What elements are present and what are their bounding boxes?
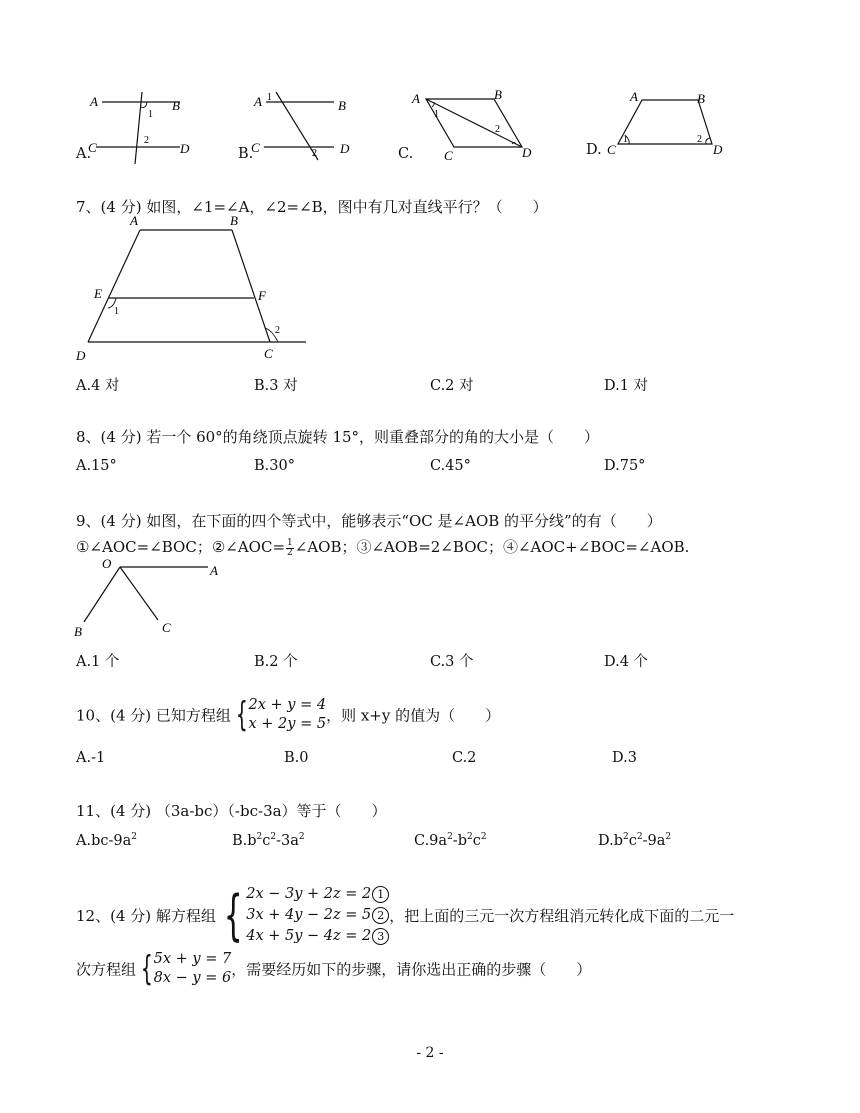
q6b-angle-1: 1 <box>267 92 272 103</box>
page-number: - 2 - <box>416 1045 444 1061</box>
q12-eq2: 3x + 4y − 2z = 5 <box>246 907 372 923</box>
q6d-label-B: B <box>697 91 705 106</box>
q9-label-C: C <box>162 620 171 635</box>
q6d-label-D: D <box>713 142 723 157</box>
q6c-label-A: A <box>412 91 420 106</box>
q12-line2-suffix: ，需要经历如下的步骤，请你选出正确的步骤（ ） <box>231 960 592 979</box>
q6b-label-B: B <box>338 98 346 113</box>
q6-figure-d <box>600 86 740 162</box>
q9-label-B: B <box>74 624 82 639</box>
q7-option-c[interactable]: C.2 对 <box>430 378 474 394</box>
q12-suffix: ，把上面的三元一次方程组消元转化成下面的二元一 <box>389 907 735 925</box>
q12-s2: 8x − y = 6 <box>153 970 232 986</box>
q6b-angle-2: 2 <box>312 148 317 159</box>
q9-option-d[interactable]: D.4 个 <box>604 654 649 670</box>
q7-option-b[interactable]: B.3 对 <box>254 378 298 394</box>
q6d-angle-2: 2 <box>697 134 702 145</box>
q7-label-E: E <box>94 286 102 301</box>
q12-system2 <box>154 950 232 988</box>
q6-option-a-prefix: A. <box>76 146 92 162</box>
q6a-label-D: D <box>180 141 190 156</box>
q11-option-d[interactable]: $D.b^2c^2-9a^2$ <box>598 832 672 849</box>
q6-option-d-prefix: D. <box>586 142 602 158</box>
q7-label-F: F <box>258 288 266 303</box>
q6a-label-A: A <box>90 94 98 109</box>
q6b-label-A: A <box>254 94 262 109</box>
q8-option-c[interactable]: C.45° <box>430 458 471 474</box>
q6c-label-B: B <box>494 87 502 102</box>
q6c-angle-2: 2 <box>495 124 500 135</box>
q11-option-c[interactable]: $C.9a^2-b^2c^2$ <box>414 832 487 849</box>
q10-eq2: x + 2y = 5 <box>248 716 327 732</box>
q6-figure-b <box>236 88 366 164</box>
q10-suffix: ，则 x+y 的值为（ ） <box>326 706 501 725</box>
q10-option-b[interactable]: B.0 <box>284 750 309 766</box>
q9-fraction: $\frac{1}{2}$ <box>287 537 293 558</box>
q10-prefix: 10、(4 分) 已知方程组 <box>76 706 231 725</box>
q11-option-a[interactable]: $A.bc-9a^2$ <box>76 832 137 849</box>
q10-eq1: 2x + y = 4 <box>248 697 327 713</box>
q12-stem-line2 <box>76 950 591 988</box>
q8-option-b[interactable]: B.30° <box>254 458 295 474</box>
q12-prefix: 12、(4 分) 解方程组 <box>76 907 216 925</box>
q7-option-d[interactable]: D.1 对 <box>604 378 649 394</box>
q7-label-D: D <box>76 348 86 363</box>
q12-eq1: 2x − 3y + 2z = 2 <box>246 886 372 902</box>
q8-option-a[interactable]: A.15° <box>76 458 117 474</box>
q6a-angle-1: 1 <box>148 109 153 120</box>
q7-figure <box>72 212 312 364</box>
q6d-angle-1: 1 <box>623 134 628 145</box>
q12-circle-2: 2 <box>372 907 389 924</box>
q6-option-b-prefix: B. <box>238 146 254 162</box>
q7-angle-1: 1 <box>114 306 119 317</box>
q9-option-c[interactable]: C.3 个 <box>430 654 474 670</box>
q6d-label-C: C <box>607 142 616 157</box>
q7-label-C: C <box>264 346 273 361</box>
q12-circle-1: 1 <box>372 886 389 903</box>
q6b-label-C: C <box>251 140 260 155</box>
q6b-label-D: D <box>340 141 350 156</box>
q9-option-a[interactable]: A.1 个 <box>76 654 120 670</box>
q8-option-d[interactable]: D.75° <box>604 458 646 474</box>
q12-brace: { <box>223 883 243 947</box>
q7-option-a[interactable]: A.4 对 <box>76 378 120 394</box>
q9-eq-part2: ∠AOB；③∠AOB=2∠BOC；④∠AOC+∠BOC=∠AOB. <box>294 538 690 556</box>
q12-line2-prefix: 次方程组 <box>76 960 137 979</box>
q10-option-c[interactable]: C.2 <box>452 750 477 766</box>
q6c-label-C: C <box>444 148 453 163</box>
q9-stem: 9、(4 分) 如图，在下面的四个等式中，能够表示“OC 是∠AOB 的平分线”的有（ ） <box>76 512 662 530</box>
q12-stem-line1 <box>76 884 734 947</box>
q11-option-b[interactable]: $B.b^2c^2-3a^2$ <box>232 832 305 849</box>
q6-figure-a <box>72 88 202 164</box>
q6a-angle-2: 2 <box>144 135 149 146</box>
q6a-label-B: B <box>172 98 180 113</box>
q10-brace: { <box>235 695 248 735</box>
q6d-label-A: A <box>630 89 638 104</box>
q6c-angle-1: 1 <box>434 109 439 120</box>
q8-stem: 8、(4 分) 若一个 60°的角绕顶点旋转 15°，则重叠部分的角的大小是（ ） <box>76 428 600 446</box>
q6c-label-D: D <box>522 145 532 160</box>
q12-brace2: { <box>140 949 153 989</box>
q12-eq3: 4x + 5y − 4z = 2 <box>246 928 372 944</box>
q7-angle-2: 2 <box>275 325 280 336</box>
q6a-label-C: C <box>88 140 97 155</box>
q9-eq-part1: ①∠AOC=∠BOC；②∠AOC= <box>76 538 286 556</box>
q9-label-A: A <box>210 563 218 578</box>
q10-system <box>249 696 327 734</box>
q7-stem: 7、(4 分) 如图，∠1=∠A，∠2=∠B，图中有几对直线平行？（ ） <box>76 198 548 216</box>
q10-stem <box>76 696 500 734</box>
q7-label-B: B <box>230 213 238 228</box>
q9-figure <box>72 554 242 642</box>
q10-option-a[interactable]: A.-1 <box>76 750 106 766</box>
q6-option-c-prefix: C. <box>398 146 414 162</box>
q10-option-d[interactable]: D.3 <box>612 750 637 766</box>
q12-circle-3: 3 <box>372 928 389 945</box>
q6-figure-c <box>404 86 544 166</box>
q9-label-O: O <box>102 556 112 571</box>
q9-option-b[interactable]: B.2 个 <box>254 654 298 670</box>
q12-s1: 5x + y = 7 <box>153 951 232 967</box>
q7-label-A: A <box>130 213 138 228</box>
q12-system <box>246 884 389 947</box>
q11-stem: 11、(4 分) （3a-bc）（-bc-3a）等于（ ） <box>76 802 387 820</box>
